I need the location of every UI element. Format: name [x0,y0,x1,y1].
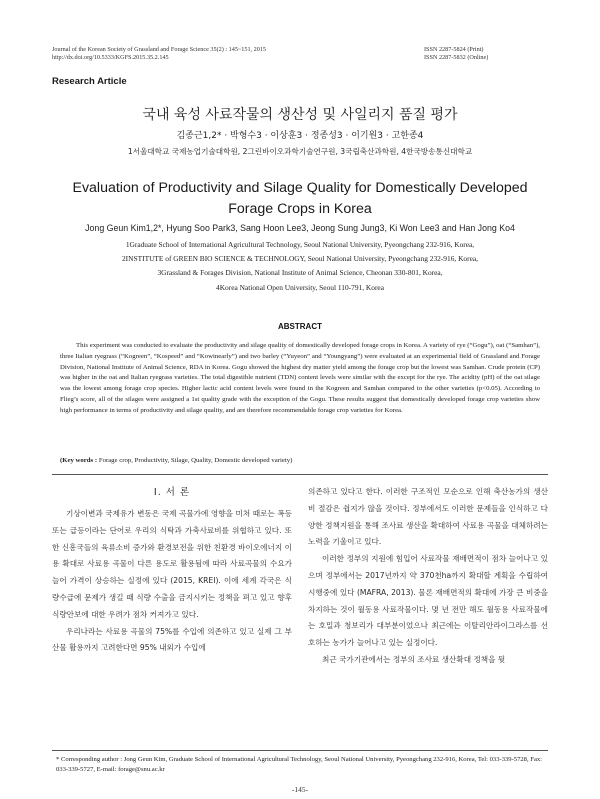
korean-affiliations: 1서울대학교 국제농업기술대학원, 2그린바이오과학기술연구원, 3국립축산과학원, 4한국방송통신대학교 [127,147,473,156]
keywords-label: (Key words : [60,457,98,464]
journal-citation: Journal of the Korean Society of Grassland and Forage Science 35(2) : 145~151, 2015 [52,46,267,53]
body-paragraph: 최근 국가기관에서는 정부의 조사료 생산확대 정책을 뒷 [322,654,506,664]
english-affiliation-4: 4Korea National Open University, Seoul 110-791, Korea [216,283,384,292]
issn-print: ISSN 2287-5824 (Print) [424,46,484,53]
korean-title: 국내 육성 사료작물의 생산성 및 사일리지 품질 평가 [142,107,458,123]
english-affiliation-1: 1Graduate School of International Agricultural Technology, Seoul National University, Pyeongchang 232-916, Korea, [125,240,475,249]
korean-authors: 김종근1,2* · 박형수3 · 이상훈3 · 정종성3 · 이기원3 · 고한종4 [176,131,424,141]
abstract-heading: ABSTRACT [278,322,322,331]
english-affiliation-3: 3Grassland & Forages Division, National Institute of Animal Science, Cheonan 330-801, Korea, [157,268,443,277]
body-paragraph: 의존하고 있다고 한다. 이러한 구조적인 모순으로 인해 축산농가의 생산비 절감은 쉽지가 않을 것이다. 정부에서도 이러한 문제들을 인식하고 다양한 정책지원을 통해 조사료 생산을 확대하여 사료용 곡물을 대체하려는 노력을 기울이고 있다. [308,487,548,547]
body-paragraph: 우리나라는 사료용 곡물의 75%를 수입에 의존하고 있고 실제 그 부산물 활용까지 고려한다면 95% 내외가 수입에 [52,626,292,653]
body-column-left [52,506,292,657]
body-paragraph: 이러한 정부의 지원에 힘입어 사료작물 재배면적이 점차 늘어나고 있으며 정부에서는 2017년까지 약 370천ha까지 확대할 계획을 수립하여 시행중에 있다 (MAFRA, 2013). 물론 재배면적의 확대에 가장 큰 비중을 차지하는 것이 월동용 사료작물이다. 몇 년 전만 해도 월동용 사료작물에는 호밀과 청보리가 대부분이었으나 최근에는 이탈리안라이그라스를 선호하는 농가가 늘어나고 있는 실정이다. [308,554,548,648]
body-paragraph: 기상이변과 국제유가 변동은 국제 곡물가에 영향을 미쳐 때로는 폭등 또는 급등이라는 단어로 우리의 식탁과 가축사료비를 위협하고 있다. 또한 신흥국들의 육류소비 증가와 환경보전을 위한 친환경 바이오에너지 이용 확대로 사료용 곡물이 다른 용도로 활용됨에 따라 사료곡물의 수요가 늘어 가격이 상승하는 실정에 있다 (2015, KREI). 이에 세계 각국은 식량수급에 문제가 생길 때 식량 수출을 금지시키는 정책을 펴고 있고 향후 식량안보에 대한 우려가 점차 커져가고 있다. [52,509,292,619]
english-affiliation-2: 2INSTITUTE of GREEN BIO SCIENCE & TECHNOLOGY, Seoul National University, Pyeongchang 232-916, Korea, [121,254,478,263]
article-type: Research Article [52,76,127,87]
english-title: Evaluation of Productivity and Silage Quality for Domestically Developed Forage Crops in Korea [72,180,528,217]
issn-online: ISSN 2287-5832 (Online) [424,54,489,62]
english-authors: Jong Geun Kim1,2*, Hyung Soo Park3, Sang Hoon Lee3, Jeong Sung Jung3, Ki Won Lee3 and Han Jong Ko4 [85,223,515,233]
page-number: -145- [291,785,309,794]
journal-header-right [424,46,488,63]
abstract-text: This experiment was conducted to evaluate the productivity and silage quality of domestically developed forage crops in Korea. A variety of rye (“Gogu”), oat (“Samhan”), three Italian ryegrass (“Kogreen”, “Kospeed” and “Kowinearly”) and two barley (“Yuyeon” and “Youngyang”) were evaluated at an experimental field of Grassland and Forage Division, National Institute of Animal Science, RDA in Korea. Gogu showed the highest dry matter yield among the forage crop but the lowest was Samhan. Crude protein (CP) was higher in the oat and Italian ryegrass varieties. The total digestible nutrient (TDN) content levels were similar with the except for the rye. The acidity (pH) of the oat silage was the lowest among forage crop species. Higher lactic acid content levels were found in the Kogreen and Samhan compared to the other varieties (p<0.05). According to Flieg’s score, all of the silages were assigned a 1st quality grade with the exception of the Gogu. These results suggest that domestically developed forage crop varieties show high performance in terms of productivity and silage quality, and are therefore recommendable forage crop varieties for Korea. [60,342,540,414]
journal-header-left [52,46,266,63]
keywords-list: Forage crop, Productivity, Silage, Quality, Domestic developed variety) [98,457,293,464]
abstract-divider [52,474,548,475]
body-column-right [308,484,548,669]
corresponding-author-footnote: * Corresponding author : Jong Geun Kim, Graduate School of International Agricultural Technology, Seoul National University, Pyeongchang 232-916, Korea, Tel: 033-339-5728, Fax: 033-339-5727, E-mail: forage@snu.ac.kr [56,756,543,773]
section-title: Ⅰ. 서 론 [153,487,191,498]
footnote-divider [52,750,548,751]
keywords [60,456,540,466]
doi-link[interactable]: http://dx.doi.org/10.5333/KGFS.2015.35.2.145 [52,54,169,62]
